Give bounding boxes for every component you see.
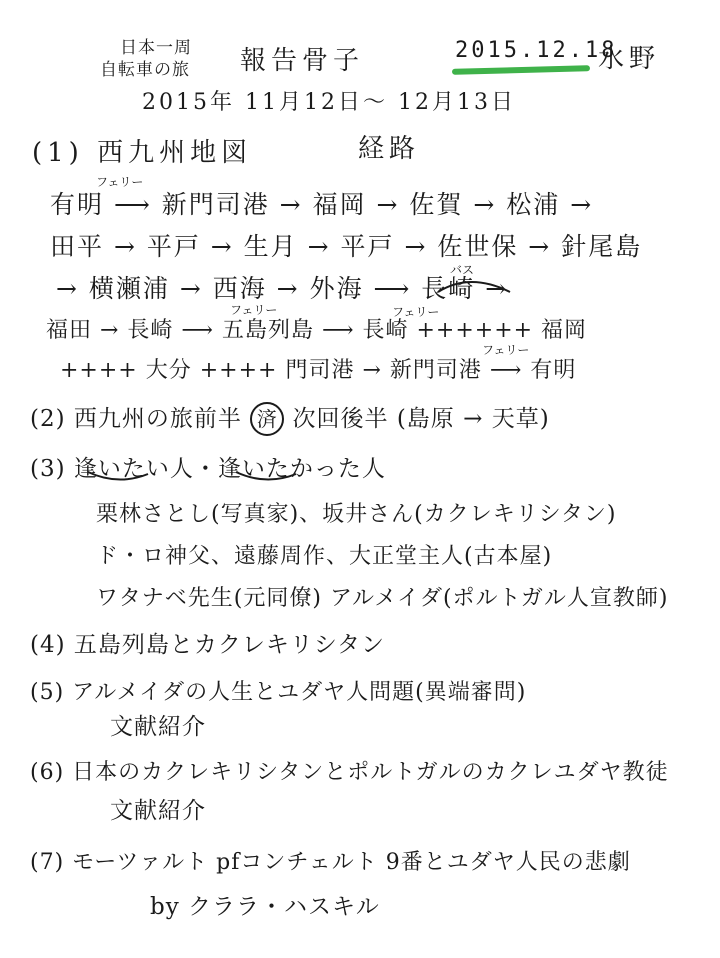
travel-period: 2015年 11月12日〜 12月13日 [142,90,516,115]
route-row-1: 有明 ⟶ 新門司港 → 福岡 → 佐賀 → 松浦 → [50,190,594,219]
bus-arc-stroke [438,282,510,292]
section6-heading: (6) 日本のカクレキリシタンとポルトガルのカクレユダヤ教徒 [30,760,669,785]
section6-references: 文献紹介 [110,798,206,824]
people-line-3: ワタナベ先生(元同僚) アルメイダ(ポルトガル人宣教師) [96,586,669,611]
underline-stroke [236,472,296,480]
route-row-2: 田平 → 平戸 → 生月 → 平戸 → 佐世保 → 針尾島 [50,232,643,261]
section7-performer: by クララ・ハスキル [150,894,380,920]
section3-heading: (3) 逢いたい人・逢いたかった人 [30,456,386,482]
people-line-1: 栗林さとし(写真家)、坂井さん(カクレキリシタン) [96,502,617,527]
ferry-annotation: フェリー [482,343,530,357]
route-row-5: ++++ 大分 ++++ 門司港 → 新門司港 ⟶ 有明 [60,358,577,383]
title-line2: 自転車の旅 [100,60,190,80]
route-row-4: 福田 → 長崎 ⟶ 五島列島 ⟶ 長崎 ++++++ 福岡 [46,318,588,343]
section5-references: 文献紹介 [110,714,206,740]
section1-route-label: 経路 [358,134,421,164]
done-mark: 済 [250,402,284,436]
section2-next: 次回後半 (島原 → 天草) [292,406,550,432]
route-row-3: → 横瀬浦 → 西海 → 外海 ⟶ 長崎 → [56,274,509,303]
report-title: 報告骨子 [240,46,365,76]
section4-heading: (4) 五島列島とカクレキリシタン [30,632,385,658]
bus-annotation: バス [450,263,475,277]
section5-heading: (5) アルメイダの人生とユダヤ人問題(異端審問) [30,680,527,705]
ferry-annotation: フェリー [230,303,278,317]
report-date: 2015.12.18 [455,38,618,63]
title-line1: 日本一周 [120,38,192,58]
section1-heading: (1) 西九州地図 [32,138,253,168]
section2-label: (2) 西九州の旅前半 [30,406,242,432]
people-line-2: ド・ロ神父、遠藤周作、大正堂主人(古本屋) [96,544,553,569]
section7-heading: (7) モーツァルト pfコンチェルト 9番とユダヤ人民の悲劇 [30,850,631,875]
underline-stroke [88,472,148,480]
author-name: 水野 [598,44,661,74]
ferry-annotation: フェリー [96,175,144,189]
ferry-annotation: フェリー [392,305,440,319]
